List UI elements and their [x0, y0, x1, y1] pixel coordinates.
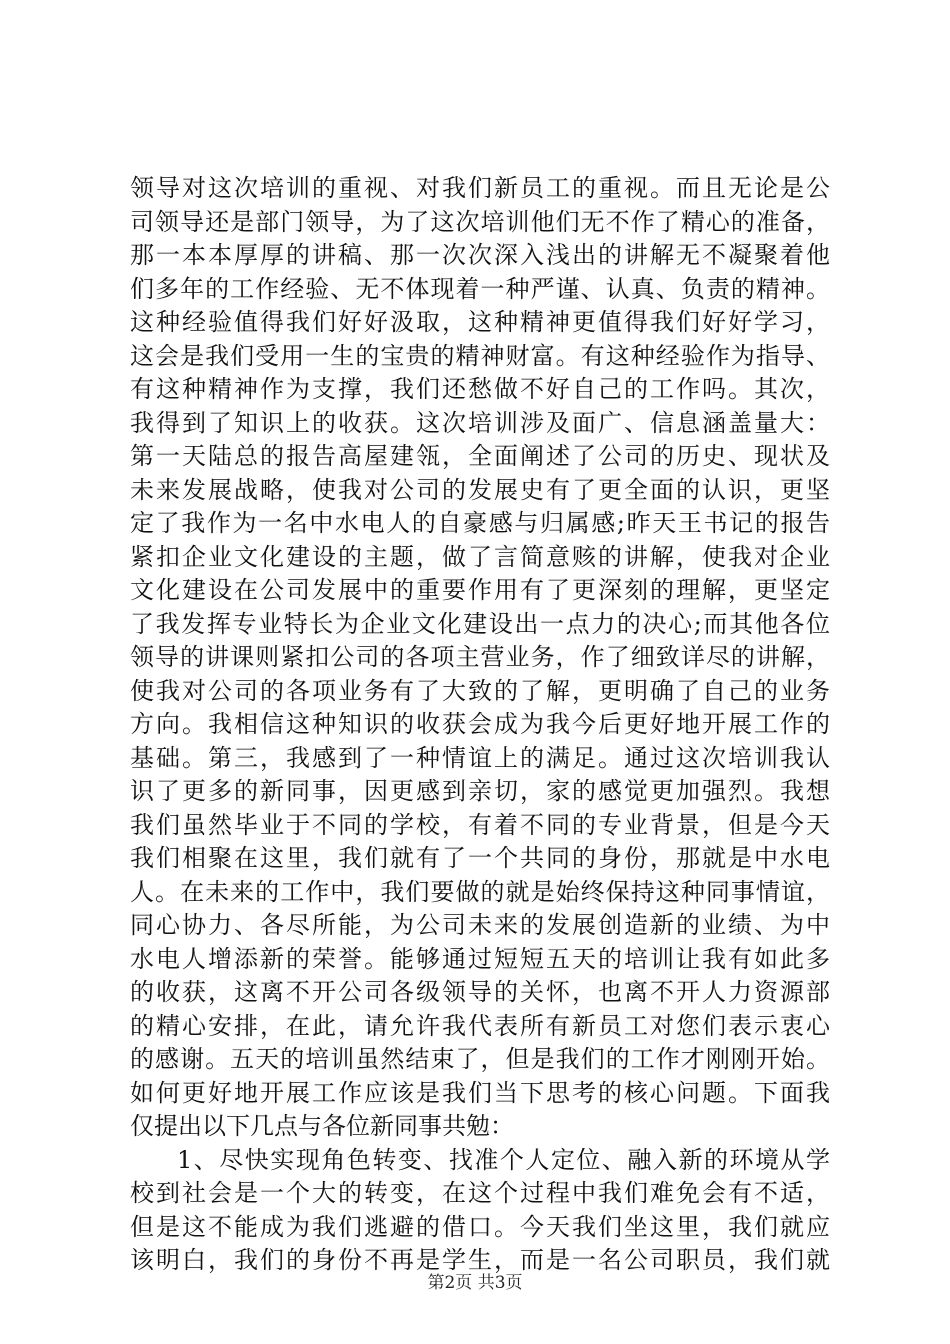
text-line: 同心协力、各尽所能，为公司未来的发展创造新的业绩、为中 — [130, 911, 830, 939]
body-text — [130, 172, 830, 1278]
text-line: 但是这不能成为我们逃避的借口。今天我们坐这里，我们就应 — [130, 1212, 830, 1241]
text-line: 该明白，我们的身份不再是学生，而是一名公司职员，我们就 — [130, 1246, 830, 1274]
text-line: 们多年的工作经验、无不体现着一种严谨、认真、负责的精神。 — [130, 274, 830, 303]
text-line: 文化建设在公司发展中的重要作用有了更深刻的理解，更坚定 — [130, 576, 830, 604]
text-line: 未来发展战略，使我对公司的发展史有了更全面的认识，更坚 — [130, 475, 830, 504]
text-line: 这会是我们受用一生的宝贵的精神财富。有这种经验作为指导、 — [130, 341, 830, 370]
text-line: 水电人增添新的荣誉。能够通过短短五天的培训让我有如此多 — [130, 944, 830, 973]
text-line: 我得到了知识上的收获。这次培训涉及面广、信息涵盖量大： — [130, 408, 830, 437]
text-line: 的感谢。五天的培训虽然结束了，但是我们的工作才刚刚开始。 — [130, 1045, 830, 1073]
text-line: 人。在未来的工作中，我们要做的就是始终保持这种同事情谊， — [130, 877, 830, 906]
text-line: 了我发挥专业特长为企业文化建设出一点力的决心;而其他各位 — [130, 609, 830, 638]
text-line: 校到社会是一个大的转变，在这个过程中我们难免会有不适， — [130, 1179, 830, 1207]
text-line: 第一天陆总的报告高屋建瓴，全面阐述了公司的历史、现状及 — [130, 442, 830, 470]
text-line: 方向。我相信这种知识的收获会成为我今后更好地开展工作的 — [130, 710, 830, 738]
text-line: 的精心安排，在此，请允许我代表所有新员工对您们表示衷心 — [130, 1011, 830, 1040]
text-line: 领导对这次培训的重视、对我们新员工的重视。而且无论是公 — [130, 174, 830, 202]
text-line: 基础。第三，我感到了一种情谊上的满足。通过这次培训我认 — [130, 743, 830, 772]
text-line: 仅提出以下几点与各位新同事共勉： — [130, 1112, 514, 1140]
text-line: 这种经验值得我们好好汲取，这种精神更值得我们好好学习， — [130, 308, 830, 336]
text-line: 我们相聚在这里，我们就有了一个共同的身份，那就是中水电 — [130, 844, 830, 872]
text-line: 的收获，这离不开公司各级领导的关怀，也离不开人力资源部 — [130, 978, 830, 1006]
text-line: 识了更多的新同事，因更感到亲切，家的感觉更加强烈。我想 — [130, 777, 830, 805]
text-line: 领导的讲课则紧扣公司的各项主营业务，作了细致详尽的讲解， — [130, 643, 830, 671]
text-line: 1、尽快实现角色转变、找准个人定位、融入新的环境从学 — [177, 1145, 830, 1174]
text-line: 有这种精神作为支撑，我们还愁做不好自己的工作吗。其次， — [130, 375, 830, 403]
text-line: 我们虽然毕业于不同的学校，有着不同的专业背景，但是今天 — [130, 810, 830, 839]
text-line: 紧扣企业文化建设的主题，做了言简意赅的讲解，使我对企业 — [130, 542, 830, 571]
text-line: 司领导还是部门领导，为了这次培训他们无不作了精心的准备， — [130, 207, 830, 236]
text-line: 如何更好地开展工作应该是我们当下思考的核心问题。下面我 — [130, 1078, 830, 1107]
page-footer: 第2页 共3页 — [427, 1273, 523, 1293]
text-line: 使我对公司的各项业务有了大致的了解，更明确了自己的业务 — [130, 676, 830, 705]
text-line: 那一本本厚厚的讲稿、那一次次深入浅出的讲解无不凝聚着他 — [130, 241, 830, 269]
text-line: 定了我作为一名中水电人的自豪感与归属感;昨天王书记的报告 — [130, 509, 830, 537]
